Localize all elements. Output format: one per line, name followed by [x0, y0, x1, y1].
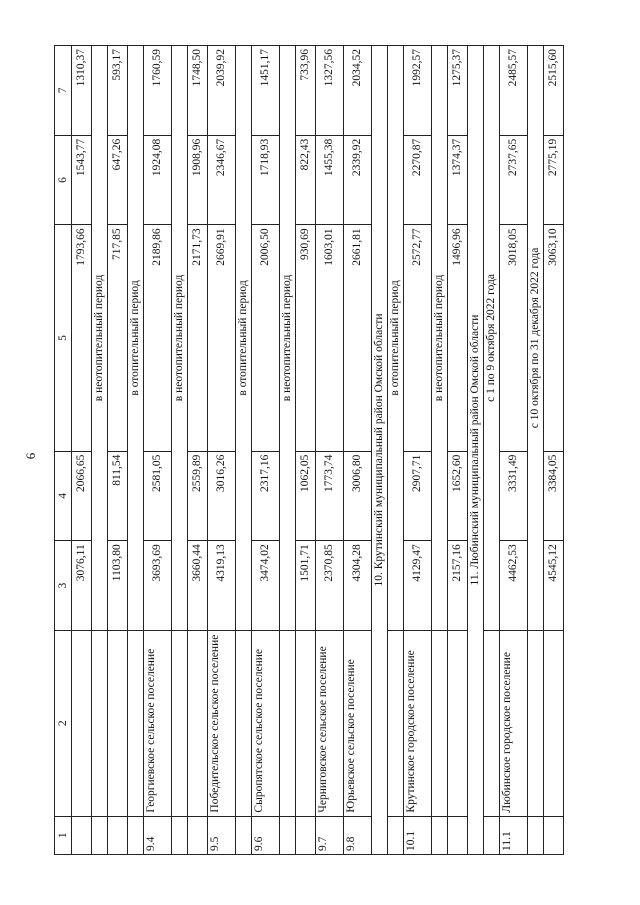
empty-name-cell — [128, 630, 144, 816]
empty-name-cell — [172, 630, 188, 816]
table-row — [344, 46, 372, 855]
value-cell-col-7: 2485,57 — [500, 46, 528, 136]
value-cell-col-4: 2559,89 — [188, 451, 208, 541]
settlement-name-cell: Сыропятское сельское поселение — [252, 630, 280, 816]
value-cell-col-7: 2034,52 — [344, 46, 372, 136]
district-section-row — [372, 46, 388, 855]
row-index-cell — [544, 816, 564, 854]
value-cell-col-7: 1760,59 — [144, 46, 172, 136]
period-label: с 10 октября по 31 декабря 2022 года — [528, 46, 544, 631]
settlement-name-cell — [544, 630, 564, 816]
district-section-title: 10. Крутинский муниципальный район Омской области — [372, 46, 388, 855]
row-index-cell — [188, 816, 208, 854]
value-cell-col-4: 1062,05 — [296, 451, 316, 541]
settlement-name-cell — [108, 630, 128, 816]
value-cell-col-5: 1793,66 — [72, 225, 92, 451]
settlement-name-cell: Победительское сельское поселение — [208, 630, 236, 816]
district-section-title: 11. Любинский муниципальный район Омской области — [468, 46, 484, 855]
row-index-cell — [296, 816, 316, 854]
row-index-cell: 9.8 — [344, 816, 372, 854]
empty-index-cell — [280, 816, 296, 854]
value-cell-col-3: 2157,16 — [448, 541, 468, 631]
value-cell-col-6: 2270,87 — [404, 135, 432, 225]
value-cell-col-5: 2189,86 — [144, 225, 172, 451]
empty-index-cell — [484, 816, 500, 854]
value-cell-col-3: 1103,80 — [108, 541, 128, 631]
value-cell-col-5: 1603,01 — [316, 225, 344, 451]
period-label: в отопительный период — [236, 46, 252, 631]
period-header-row — [432, 46, 448, 855]
value-cell-col-3: 2370,85 — [316, 541, 344, 631]
value-cell-col-6: 1908,96 — [188, 135, 208, 225]
period-header-row — [128, 46, 144, 855]
settlement-name-cell: Черниговское сельское поселение — [316, 630, 344, 816]
value-cell-col-5: 3018,05 — [500, 225, 528, 451]
district-section-row — [468, 46, 484, 855]
period-label: в неотопительный период — [92, 46, 108, 631]
period-header-row — [388, 46, 404, 855]
value-cell-col-4: 2907,71 — [404, 451, 432, 541]
header-col-7: 7 — [55, 46, 72, 136]
empty-index-cell — [236, 816, 252, 854]
value-cell-col-4: 2581,05 — [144, 451, 172, 541]
value-cell-col-5: 1496,96 — [448, 225, 468, 451]
empty-name-cell — [432, 630, 448, 816]
row-index-cell: 9.4 — [144, 816, 172, 854]
value-cell-col-7: 2515,60 — [544, 46, 564, 136]
period-header-row — [92, 46, 108, 855]
settlement-name-cell — [448, 630, 468, 816]
row-index-cell — [448, 816, 468, 854]
empty-name-cell — [236, 630, 252, 816]
value-cell-col-4: 2317,16 — [252, 451, 280, 541]
value-cell-col-5: 3063,10 — [544, 225, 564, 451]
period-label: в неотопительный период — [280, 46, 296, 631]
table-row — [108, 46, 128, 855]
header-col-3: 3 — [55, 541, 72, 631]
value-cell-col-7: 1310,37 — [72, 46, 92, 136]
table-row — [500, 46, 528, 855]
empty-index-cell — [528, 816, 544, 854]
value-cell-col-4: 1652,60 — [448, 451, 468, 541]
settlement-name-cell: Крутинское городское поселение — [404, 630, 432, 816]
value-cell-col-4: 1773,74 — [316, 451, 344, 541]
value-cell-col-7: 733,96 — [296, 46, 316, 136]
header-col-5: 5 — [55, 225, 72, 451]
value-cell-col-3: 3474,02 — [252, 541, 280, 631]
empty-name-cell — [484, 630, 500, 816]
value-cell-col-4: 3331,49 — [500, 451, 528, 541]
table-row — [544, 46, 564, 855]
value-cell-col-6: 1455,38 — [316, 135, 344, 225]
header-col-4: 4 — [55, 451, 72, 541]
table-row — [448, 46, 468, 855]
empty-name-cell — [280, 630, 296, 816]
value-cell-col-6: 2737,65 — [500, 135, 528, 225]
settlement-name-cell — [296, 630, 316, 816]
row-index-cell: 9.7 — [316, 816, 344, 854]
value-cell-col-6: 1374,37 — [448, 135, 468, 225]
empty-index-cell — [432, 816, 448, 854]
table-row — [144, 46, 172, 855]
value-cell-col-7: 593,17 — [108, 46, 128, 136]
table-row — [252, 46, 280, 855]
period-header-row — [172, 46, 188, 855]
row-index-cell: 9.5 — [208, 816, 236, 854]
value-cell-col-3: 3693,69 — [144, 541, 172, 631]
settlement-name-cell: Юрьевское сельское поселение — [344, 630, 372, 816]
value-cell-col-3: 4462,53 — [500, 541, 528, 631]
period-header-row — [236, 46, 252, 855]
header-col-6: 6 — [55, 135, 72, 225]
table-row — [208, 46, 236, 855]
value-cell-col-5: 2171,73 — [188, 225, 208, 451]
period-header-row — [280, 46, 296, 855]
column-number-header-row — [55, 46, 72, 855]
rotated-tariff-table-container — [54, 45, 629, 855]
settlement-name-cell: Любинское городское поселение — [500, 630, 528, 816]
period-label: в неотопительный период — [172, 46, 188, 631]
table-row — [188, 46, 208, 855]
empty-name-cell — [92, 630, 108, 816]
value-cell-col-6: 647,26 — [108, 135, 128, 225]
empty-index-cell — [128, 816, 144, 854]
value-cell-col-7: 1748,50 — [188, 46, 208, 136]
value-cell-col-6: 2346,67 — [208, 135, 236, 225]
tariff-table-body — [55, 46, 564, 855]
page-number: 6 — [23, 452, 38, 460]
period-label: с 1 по 9 октября 2022 года — [484, 46, 500, 631]
empty-name-cell — [388, 630, 404, 816]
value-cell-col-3: 3076,11 — [72, 541, 92, 631]
value-cell-col-4: 3384,05 — [544, 451, 564, 541]
value-cell-col-4: 3016,26 — [208, 451, 236, 541]
value-cell-col-5: 930,69 — [296, 225, 316, 451]
value-cell-col-7: 1275,37 — [448, 46, 468, 136]
value-cell-col-4: 3006,80 — [344, 451, 372, 541]
value-cell-col-3: 4129,47 — [404, 541, 432, 631]
settlement-name-cell: Георгиевское сельское поселение — [144, 630, 172, 816]
value-cell-col-6: 1718,93 — [252, 135, 280, 225]
period-label: в отопительный период — [388, 46, 404, 631]
table-row — [316, 46, 344, 855]
value-cell-col-7: 1451,17 — [252, 46, 280, 136]
value-cell-col-6: 1543,77 — [72, 135, 92, 225]
value-cell-col-5: 717,85 — [108, 225, 128, 451]
empty-name-cell — [528, 630, 544, 816]
row-index-cell: 9.6 — [252, 816, 280, 854]
value-cell-col-6: 2775,19 — [544, 135, 564, 225]
value-cell-col-4: 811,54 — [108, 451, 128, 541]
table-row — [72, 46, 92, 855]
table-row — [296, 46, 316, 855]
value-cell-col-6: 822,43 — [296, 135, 316, 225]
value-cell-col-3: 4319,13 — [208, 541, 236, 631]
header-col-2: 2 — [55, 630, 72, 816]
tariff-table — [54, 45, 564, 855]
value-cell-col-3: 3660,44 — [188, 541, 208, 631]
value-cell-col-5: 2669,91 — [208, 225, 236, 451]
row-index-cell — [108, 816, 128, 854]
value-cell-col-6: 1924,08 — [144, 135, 172, 225]
row-index-cell: 11.1 — [500, 816, 528, 854]
empty-index-cell — [388, 816, 404, 854]
value-cell-col-3: 1501,71 — [296, 541, 316, 631]
row-index-cell: 10.1 — [404, 816, 432, 854]
settlement-name-cell — [188, 630, 208, 816]
value-cell-col-4: 2066,65 — [72, 451, 92, 541]
table-row — [404, 46, 432, 855]
value-cell-col-7: 2039,92 — [208, 46, 236, 136]
value-cell-col-3: 4304,28 — [344, 541, 372, 631]
value-cell-col-5: 2006,50 — [252, 225, 280, 451]
empty-index-cell — [172, 816, 188, 854]
period-header-row — [484, 46, 500, 855]
empty-index-cell — [92, 816, 108, 854]
value-cell-col-7: 1992,57 — [404, 46, 432, 136]
value-cell-col-7: 1327,56 — [316, 46, 344, 136]
value-cell-col-6: 2339,92 — [344, 135, 372, 225]
period-label: в неотопительный период — [432, 46, 448, 631]
period-label: в отопительный период — [128, 46, 144, 631]
value-cell-col-5: 2661,81 — [344, 225, 372, 451]
row-index-cell — [72, 816, 92, 854]
period-header-row — [528, 46, 544, 855]
value-cell-col-5: 2572,77 — [404, 225, 432, 451]
header-col-1: 1 — [55, 816, 72, 854]
value-cell-col-3: 4545,12 — [544, 541, 564, 631]
settlement-name-cell — [72, 630, 92, 816]
